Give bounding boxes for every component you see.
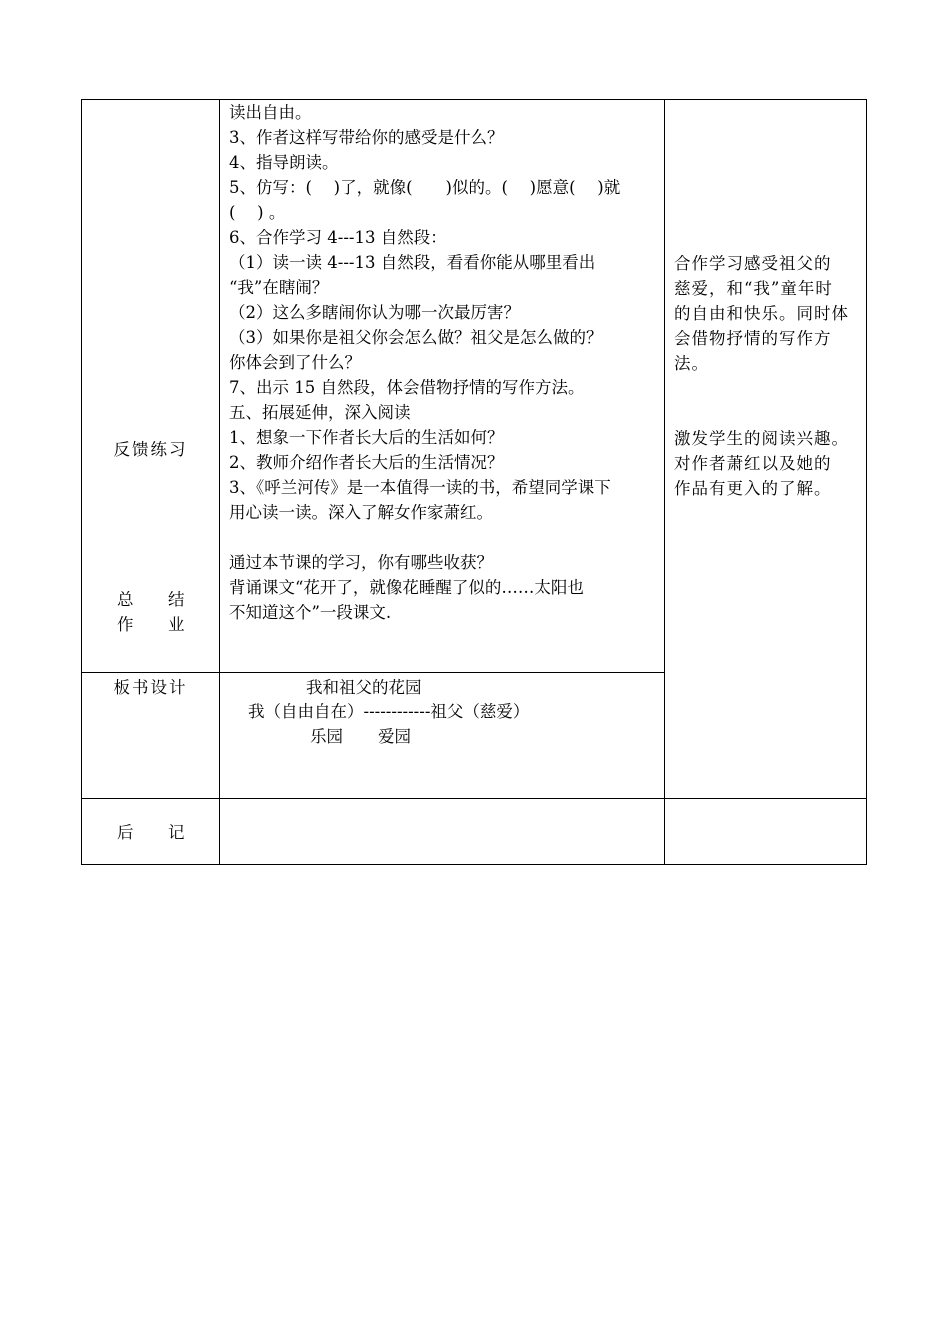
content-line: （3）如果你是祖父你会怎么做？祖父是怎么做的？	[229, 328, 603, 347]
summary-label-right: 结	[168, 590, 185, 609]
content-line: 五、拓展延伸，深入阅读	[229, 403, 411, 422]
content-line: “我”在瞎闹？	[229, 278, 329, 297]
postscript-label-right: 记	[168, 823, 185, 842]
note-line: 激发学生的阅读兴趣。	[674, 429, 849, 448]
board-design-relation: 我（自由自在）------------祖父（慈爱）	[248, 702, 530, 721]
design-intent-notes-2	[674, 426, 864, 501]
content-line: 1、想象一下作者长大后的生活如何？	[229, 428, 504, 447]
design-intent-notes-1	[674, 251, 864, 376]
content-line: 用心读一读。深入了解女作家萧红。	[229, 503, 493, 522]
board-design-left-word: 乐园	[310, 727, 343, 746]
main-content	[229, 100, 661, 625]
content-line: 5、仿写：( )了，就像( )似的。( )愿意( )就	[229, 178, 621, 197]
table-border-left	[81, 99, 82, 865]
content-line: 3、作者这样写带给你的感受是什么？	[229, 128, 504, 147]
board-design-label: 板书设计	[113, 678, 188, 697]
note-line: 会借物抒情的写作方	[674, 329, 832, 348]
table-border-bottom	[81, 864, 867, 865]
note-line: 法。	[674, 354, 709, 373]
content-line: （1）读一读 4---13 自然段，看看你能从哪里看出	[229, 253, 596, 272]
homework-label-right: 业	[168, 615, 185, 634]
note-line: 对作者萧红以及她的	[674, 454, 832, 473]
note-line: 慈爱，和“我”童年时	[674, 279, 833, 298]
content-line: 3、《呼兰河传》是一本值得一读的书，希望同学课下	[229, 478, 611, 497]
content-line: （2）这么多瞎闹你认为哪一次最厉害？	[229, 303, 520, 322]
note-line: 的自由和快乐。同时体	[674, 304, 849, 323]
content-line: 通过本节课的学习，你有哪些收获？	[229, 553, 493, 572]
content-line: 背诵课文“花开了，就像花睡醒了似的……太阳也	[229, 578, 584, 597]
postscript-label-left: 后	[117, 823, 134, 842]
summary-label-left: 总	[117, 590, 134, 609]
table-row-divider-postscript	[81, 798, 867, 799]
table-row-divider-board	[81, 672, 665, 673]
note-line: 作品有更入的了解。	[674, 479, 832, 498]
table-border-right	[866, 99, 867, 865]
table-column-divider-1	[219, 99, 220, 865]
content-line: 6、合作学习 4---13 自然段：	[229, 228, 447, 247]
content-line: 读出自由。	[229, 103, 312, 122]
content-line: 不知道这个”一段课文.	[229, 603, 392, 622]
board-design-right-word: 爱园	[378, 727, 411, 746]
table-column-divider-2	[664, 99, 665, 865]
content-line: 2、教师介绍作者长大后的生活情况？	[229, 453, 504, 472]
content-line: 4、指导朗读。	[229, 153, 339, 172]
homework-label-left: 作	[117, 615, 134, 634]
content-line: ( ) 。	[229, 203, 286, 222]
feedback-label: 反馈练习	[113, 440, 188, 459]
content-line	[229, 525, 661, 550]
content-line: 7、出示 15 自然段，体会借物抒情的写作方法。	[229, 378, 585, 397]
note-line: 合作学习感受祖父的	[674, 254, 832, 273]
content-line: 你体会到了什么？	[229, 353, 361, 372]
board-design-title: 我和祖父的花园	[306, 678, 422, 697]
